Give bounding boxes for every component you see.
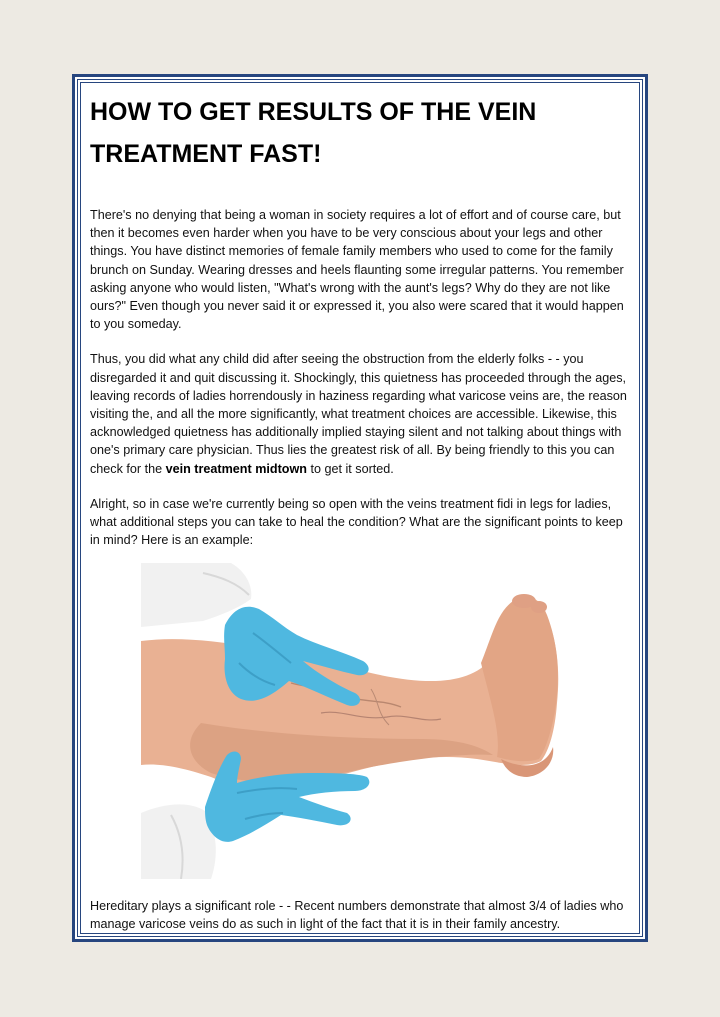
article-content (90, 91, 636, 549)
leg-examination-illustration (141, 563, 584, 879)
article-title: HOW TO GET RESULTS OF THE VEIN TREATMENT FAST! (90, 98, 537, 168)
leg-examination-photo (141, 563, 584, 879)
paragraph-silence-text: Thus, you did what any child did after seeing the obstruction from the elderly folks - - you disregarded it and quit discussing it. Shockingly, this quietness has proceeded through the ages, leaving records of ladies horrendously in haziness regarding what varicose veins are, the reason visiting the, and all the more significantly, what treatment choices are accessible. Likewise, this acknowledged quietness has additionally implied staying silent and not talking about things with one's primary care physician. Thus lies the greatest risk of all. By being friendly to this you can check for the (90, 352, 627, 476)
paragraph-silence-end: to get it sorted. (306, 461, 394, 476)
paragraph-intro: There's no denying that being a woman in society requires a lot of effort and of course care, but then it becomes even harder when you have to be very conscious about your legs and other things. You have distinct memories of female family members who used to come for the family brunch on Sunday. Wearing dresses and heels flaunting some irregular patterns. You remember asking anyone who would listen, "What's wrong with the aunt's legs? Why do they are not like ours?" Even though you never said it or expressed it, you also were scared that it would happen to you someday. (90, 208, 624, 332)
paragraph-silence (90, 350, 636, 477)
paragraph-hereditary: Hereditary plays a significant role - - Recent numbers demonstrate that almost 3/4 of ladies who manage varicose veins do as such in light of the fact that it is in their family ancestry. (90, 899, 624, 932)
page-frame (72, 74, 648, 942)
vein-treatment-link[interactable]: vein treatment midtown (165, 461, 307, 476)
paragraph-steps: Alright, so in case we're currently being so open with the veins treatment fidi in legs for ladies, what additional steps you can take to heal the condition? What are the significant points to keep in mind? Here is an example: (90, 496, 623, 548)
